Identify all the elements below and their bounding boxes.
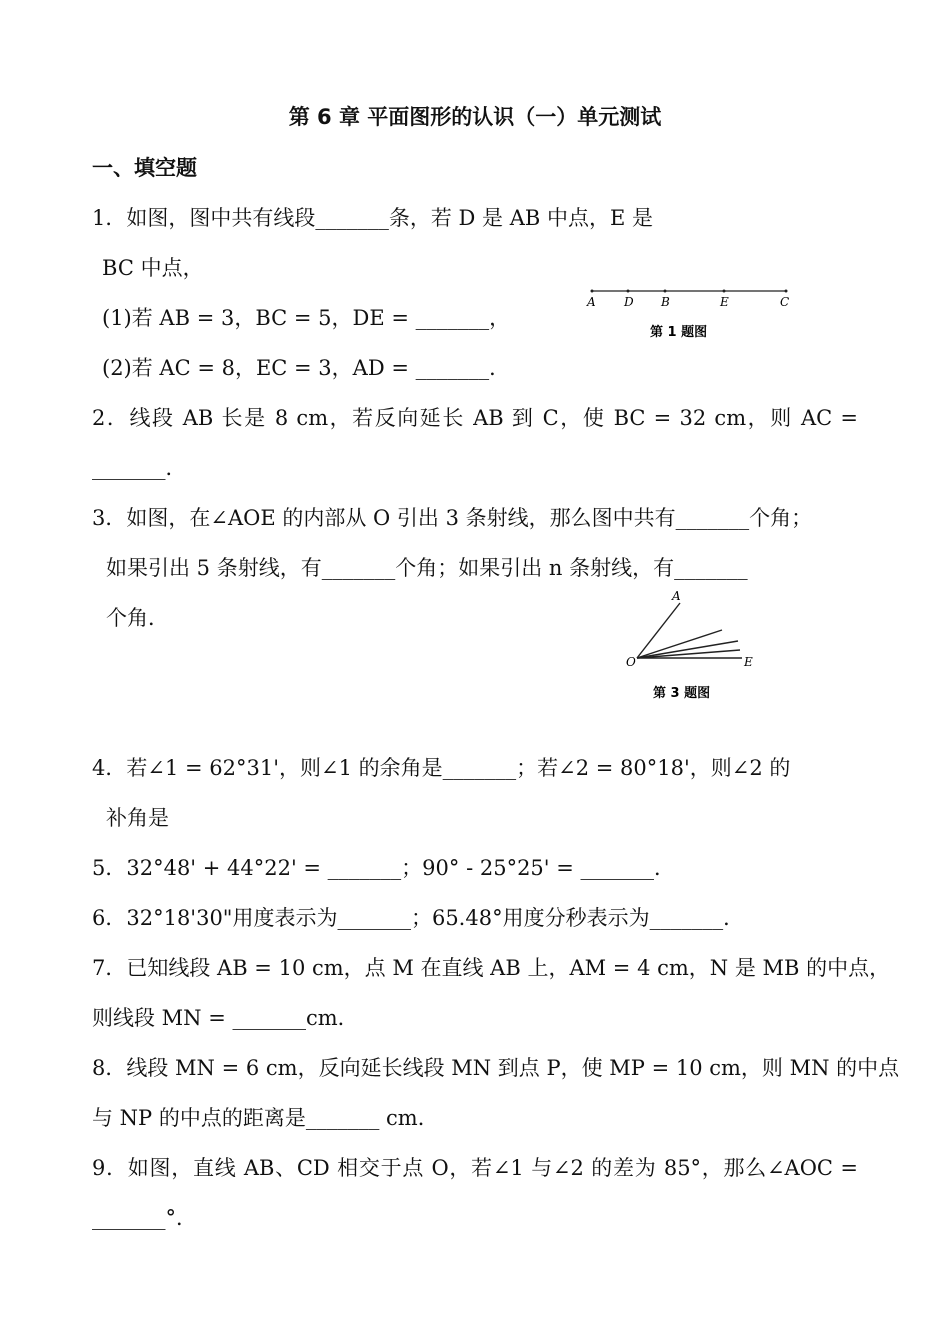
question-4-line-2: 补角是 (106, 806, 169, 830)
question-7-line-1: 7．已知线段 AB = 10 cm，点 M 在直线 AB 上，AM = 4 cm，N 是 MB 的中点， (92, 956, 891, 980)
figure-3-caption: 第 3 题图 (653, 686, 711, 701)
label-b: B (661, 295, 670, 309)
question-9-line-1: 9．如图，直线 AB、CD 相交于点 O，若∠1 与∠2 的差为 85°，那么∠AOC = (92, 1156, 858, 1180)
question-8-line-1: 8．线段 MN = 6 cm，反向延长线段 MN 到点 P，使 MP = 10 cm，则 MN 的中点 (92, 1056, 900, 1080)
label-a: A (587, 295, 596, 309)
ray-3 (637, 650, 740, 658)
question-1-part-1: (1)若 AB = 3，BC = 5，DE = _______， (102, 306, 511, 330)
question-8-line-2: 与 NP 的中点的距离是_______ cm． (92, 1106, 439, 1130)
page-title: 第 6 章 平面图形的认识（一）单元测试 (288, 105, 662, 129)
question-9-line-2: _______°． (92, 1206, 197, 1230)
figure-1-caption: 第 1 题图 (650, 325, 708, 340)
point-d (627, 290, 630, 293)
label-c: C (780, 295, 790, 309)
label-e: E (744, 655, 753, 669)
point-b (664, 290, 667, 293)
question-2-line-1: 2．线段 AB 长是 8 cm，若反向延长 AB 到 C，使 BC = 32 cm，则 AC = (92, 406, 858, 430)
figure-1-segment-diagram (580, 282, 800, 352)
question-1-line-1: 1．如图，图中共有线段_______条，若 D 是 AB 中点，E 是 (92, 206, 653, 230)
question-1-part-2: (2)若 AC = 8，EC = 3，AD = _______． (102, 356, 511, 380)
point-e (723, 290, 726, 293)
question-7-line-2: 则线段 MN = _______cm． (92, 1006, 359, 1030)
question-6: 6．32°18'30"用度表示为_______；65.48°用度分秒表示为_______． (92, 906, 745, 930)
figure-3-angle-diagram (620, 586, 770, 706)
ray-2 (637, 641, 738, 658)
label-d: D (624, 295, 634, 309)
question-4-line-1: 4．若∠1 = 62°31'，则∠1 的余角是_______；若∠2 = 80°18'，则∠2 的 (92, 756, 791, 780)
section-heading: 一、填空题 (92, 156, 197, 180)
label-e: E (720, 295, 729, 309)
question-3-line-3: 个角． (106, 606, 169, 630)
question-3-line-2: 如果引出 5 条射线，有_______个角；如果引出 n 条射线，有_______ (106, 556, 748, 580)
ray-oa (637, 603, 680, 658)
question-1-line-2: BC 中点， (102, 256, 204, 280)
label-a: A (672, 589, 681, 603)
question-5: 5．32°48' + 44°22' = _______；90° - 25°25' = _______． (92, 856, 676, 880)
point-a (591, 290, 594, 293)
question-2-line-2: _______． (92, 456, 187, 480)
label-o: O (626, 655, 636, 669)
question-3-line-1: 3．如图，在∠AOE 的内部从 O 引出 3 条射线，那么图中共有_______个角； (92, 506, 813, 530)
ray-1 (637, 630, 722, 658)
point-c (785, 290, 788, 293)
